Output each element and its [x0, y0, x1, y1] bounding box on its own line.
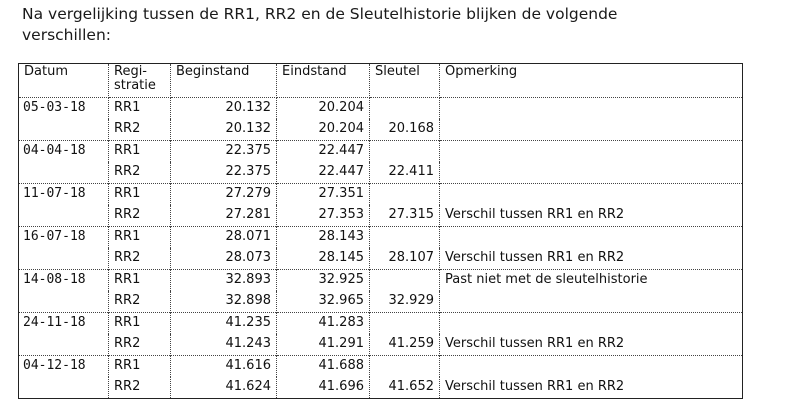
header-sleutel: Sleutel — [370, 64, 440, 98]
cell-eindstand: 32.925 — [277, 270, 370, 292]
cell-opmerking — [440, 162, 743, 184]
cell-opmerking: Verschil tussen RR1 en RR2 — [440, 248, 743, 270]
cell-opmerking — [440, 119, 743, 141]
cell-registratie: RR1 — [109, 141, 171, 163]
cell-eindstand: 41.696 — [277, 377, 370, 399]
cell-datum: 24-11-18 — [19, 313, 109, 335]
cell-beginstand: 27.281 — [171, 205, 277, 227]
table-row — [19, 162, 743, 184]
cell-eindstand: 22.447 — [277, 162, 370, 184]
cell-datum — [19, 119, 109, 141]
cell-datum: 04-12-18 — [19, 356, 109, 378]
table-row — [19, 205, 743, 227]
cell-sleutel: 20.168 — [370, 119, 440, 141]
cell-beginstand: 22.375 — [171, 141, 277, 163]
table-row — [19, 356, 743, 378]
header-registratie-line-1: Regi- — [114, 64, 148, 79]
cell-sleutel — [370, 356, 440, 378]
table-row — [19, 141, 743, 163]
table-row — [19, 291, 743, 313]
cell-opmerking — [440, 291, 743, 313]
cell-registratie: RR1 — [109, 356, 171, 378]
table-row — [19, 313, 743, 335]
cell-datum: 11-07-18 — [19, 184, 109, 206]
header-registratie-line-2: stratie — [114, 78, 156, 93]
cell-registratie: RR1 — [109, 313, 171, 335]
cell-registratie: RR2 — [109, 119, 171, 141]
header-beginstand: Beginstand — [171, 64, 277, 98]
cell-registratie: RR1 — [109, 184, 171, 206]
cell-opmerking — [440, 356, 743, 378]
cell-opmerking — [440, 227, 743, 249]
intro-paragraph — [22, 4, 782, 46]
cell-beginstand: 28.073 — [171, 248, 277, 270]
cell-sleutel: 28.107 — [370, 248, 440, 270]
cell-datum — [19, 334, 109, 356]
cell-opmerking: Verschil tussen RR1 en RR2 — [440, 205, 743, 227]
cell-eindstand: 41.283 — [277, 313, 370, 335]
cell-beginstand: 27.279 — [171, 184, 277, 206]
cell-beginstand: 41.243 — [171, 334, 277, 356]
table-body — [19, 98, 743, 399]
table-header-row — [19, 64, 743, 98]
cell-eindstand: 28.145 — [277, 248, 370, 270]
cell-registratie: RR1 — [109, 227, 171, 249]
table-row — [19, 334, 743, 356]
cell-beginstand: 32.893 — [171, 270, 277, 292]
cell-datum — [19, 291, 109, 313]
header-registratie — [109, 64, 171, 98]
cell-datum: 16-07-18 — [19, 227, 109, 249]
cell-eindstand: 27.351 — [277, 184, 370, 206]
cell-registratie: RR1 — [109, 270, 171, 292]
cell-sleutel — [370, 227, 440, 249]
cell-sleutel: 27.315 — [370, 205, 440, 227]
comparison-table — [18, 63, 743, 399]
table-row — [19, 98, 743, 120]
cell-eindstand: 27.353 — [277, 205, 370, 227]
cell-beginstand: 22.375 — [171, 162, 277, 184]
cell-datum — [19, 377, 109, 399]
cell-registratie: RR2 — [109, 334, 171, 356]
cell-opmerking: Verschil tussen RR1 en RR2 — [440, 377, 743, 399]
cell-eindstand: 32.965 — [277, 291, 370, 313]
cell-sleutel: 41.259 — [370, 334, 440, 356]
cell-sleutel — [370, 184, 440, 206]
table-row — [19, 119, 743, 141]
table-row — [19, 227, 743, 249]
cell-sleutel — [370, 141, 440, 163]
cell-registratie: RR2 — [109, 205, 171, 227]
header-datum: Datum — [19, 64, 109, 98]
cell-eindstand: 41.688 — [277, 356, 370, 378]
cell-datum: 04-04-18 — [19, 141, 109, 163]
cell-eindstand: 41.291 — [277, 334, 370, 356]
header-opmerking: Opmerking — [440, 64, 743, 98]
cell-beginstand: 20.132 — [171, 98, 277, 120]
cell-sleutel — [370, 98, 440, 120]
cell-datum — [19, 205, 109, 227]
cell-eindstand: 28.143 — [277, 227, 370, 249]
cell-eindstand: 20.204 — [277, 119, 370, 141]
cell-datum: 05-03-18 — [19, 98, 109, 120]
cell-sleutel — [370, 313, 440, 335]
cell-beginstand: 41.616 — [171, 356, 277, 378]
cell-registratie: RR2 — [109, 248, 171, 270]
cell-opmerking: Past niet met de sleutelhistorie — [440, 270, 743, 292]
cell-opmerking — [440, 141, 743, 163]
intro-line-1: Na vergelijking tussen de RR1, RR2 en de Sleutelhistorie blijken de volgende — [22, 5, 618, 23]
table-row — [19, 248, 743, 270]
cell-opmerking — [440, 184, 743, 206]
cell-beginstand: 28.071 — [171, 227, 277, 249]
cell-beginstand: 20.132 — [171, 119, 277, 141]
cell-registratie: RR2 — [109, 291, 171, 313]
cell-registratie: RR1 — [109, 98, 171, 120]
cell-datum: 14-08-18 — [19, 270, 109, 292]
cell-registratie: RR2 — [109, 162, 171, 184]
cell-opmerking: Verschil tussen RR1 en RR2 — [440, 334, 743, 356]
cell-beginstand: 32.898 — [171, 291, 277, 313]
cell-datum — [19, 162, 109, 184]
cell-opmerking — [440, 313, 743, 335]
cell-eindstand: 22.447 — [277, 141, 370, 163]
cell-sleutel: 32.929 — [370, 291, 440, 313]
cell-sleutel: 22.411 — [370, 162, 440, 184]
cell-eindstand: 20.204 — [277, 98, 370, 120]
cell-registratie: RR2 — [109, 377, 171, 399]
cell-sleutel: 41.652 — [370, 377, 440, 399]
header-eindstand: Eindstand — [277, 64, 370, 98]
table-row — [19, 184, 743, 206]
cell-datum — [19, 248, 109, 270]
cell-sleutel — [370, 270, 440, 292]
cell-opmerking — [440, 98, 743, 120]
cell-beginstand: 41.624 — [171, 377, 277, 399]
table-row — [19, 270, 743, 292]
intro-line-2: verschillen: — [22, 26, 112, 44]
table-row — [19, 377, 743, 399]
cell-beginstand: 41.235 — [171, 313, 277, 335]
